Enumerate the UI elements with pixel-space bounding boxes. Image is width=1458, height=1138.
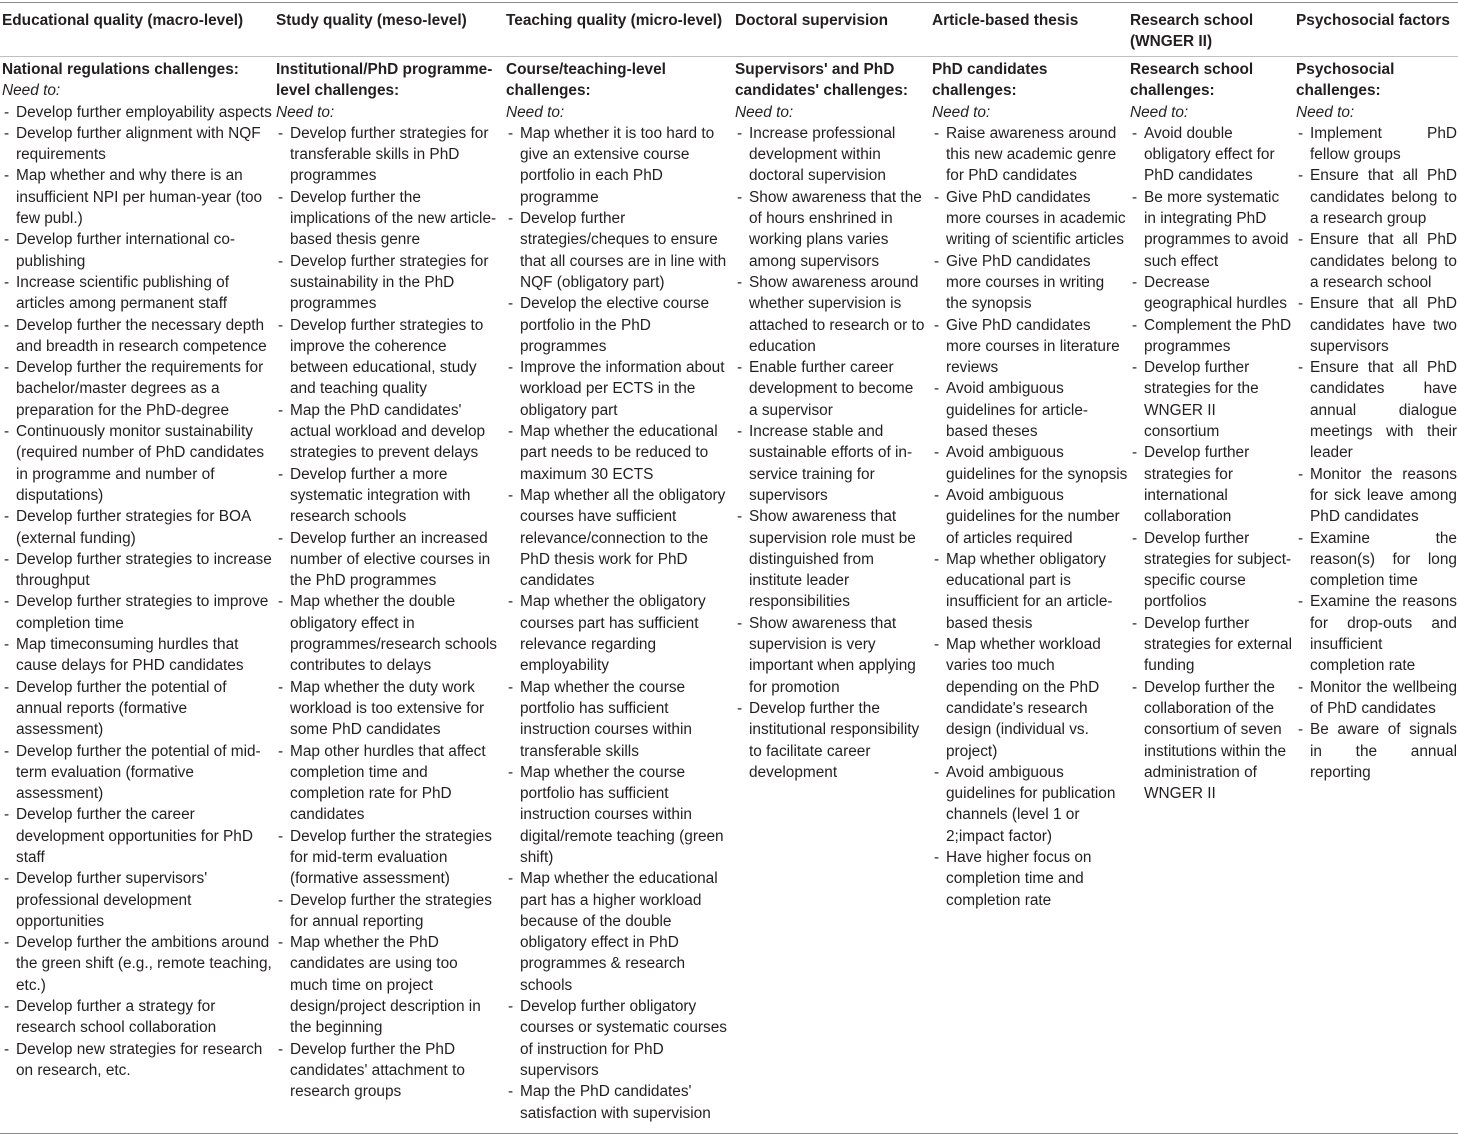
list-item-text: Develop further strategies for sustainability in the PhD programmes [290, 252, 489, 313]
list-item [1130, 187, 1292, 272]
list-item-text: Map whether the obligatory courses part has sufficient relevance regarding employability [520, 593, 706, 675]
bullet-dash: - [508, 870, 514, 888]
list-item [276, 251, 498, 315]
list-item-text: Avoid ambiguous guidelines for the synopsis [946, 444, 1128, 483]
list-item-text: Show awareness around whether supervision is attached to research or to education [749, 273, 925, 355]
list-item-text: Develop further the necessary depth and breadth in research competence [16, 316, 267, 355]
list-item-text: Continuously monitor sustainability (required number of PhD candidates in programme and number of disputations) [16, 423, 265, 504]
bullet-dash: - [1298, 295, 1304, 313]
list-item [932, 762, 1128, 847]
list-item-text: Develop further strategies to increase throughput [16, 550, 272, 590]
list-item-text: Develop further the ambitions around the green shift (e.g., remote teaching, etc.) [16, 934, 272, 994]
bullet-dash: - [508, 359, 514, 377]
bullet-dash: - [508, 1083, 514, 1101]
action-list [1130, 123, 1292, 805]
need-to-label: Need to: [735, 103, 794, 121]
list-item [735, 187, 925, 272]
list-item-text: Improve the information about workload per ECTS in the obligatory part [520, 359, 725, 419]
list-item-text: Develop further supervisors' professional development opportunities [16, 870, 208, 930]
list-item [2, 421, 272, 506]
list-item [1296, 528, 1457, 592]
column-body [1130, 59, 1292, 804]
list-item [1296, 165, 1457, 229]
column-header: Article-based thesis [932, 12, 1079, 29]
list-item [506, 123, 730, 208]
list-item-text: Show awareness that supervision role must be distinguished from institute leader responsibilities [749, 508, 916, 611]
list-item [276, 591, 498, 676]
list-item [276, 464, 498, 528]
list-item [276, 677, 498, 741]
bullet-dash: - [737, 124, 743, 142]
list-item-text: Map whether the educational part has a higher workload because of the double obligatory effect in PhD programmes & research schools [520, 870, 718, 994]
list-item-text: Develop further an increased number of elective courses in the PhD programmes [290, 529, 491, 590]
list-item [506, 485, 730, 591]
bullet-dash: - [1298, 593, 1304, 611]
list-item [932, 847, 1128, 911]
bullet-dash: - [508, 423, 514, 441]
list-item [1130, 272, 1292, 315]
need-to-label: Need to: [276, 103, 335, 121]
list-item-text: Develop further the potential of mid-term evaluation (formative assessment) [16, 742, 261, 803]
list-item [2, 741, 272, 805]
bullet-dash: - [1298, 678, 1304, 696]
challenge-subheading: PhD candidates challenges: [932, 61, 1048, 100]
list-item [506, 208, 730, 293]
list-item-text: Monitor the reasons for sick leave among PhD candidates [1310, 465, 1457, 526]
bullet-dash: - [1132, 614, 1138, 632]
list-item [2, 165, 272, 229]
table-bottom-rule [0, 1133, 1458, 1134]
need-to-label: Need to: [1130, 103, 1189, 121]
list-item [276, 932, 498, 1038]
action-list [932, 123, 1128, 911]
list-item [506, 357, 730, 421]
list-item-text: Develop further employability aspects [16, 103, 272, 121]
list-item-text: Develop new strategies for research on research, etc. [16, 1040, 263, 1079]
bullet-dash: - [934, 252, 940, 270]
bullet-dash: - [508, 763, 514, 781]
list-item-text: Avoid ambiguous guidelines for article-based theses [946, 380, 1089, 441]
bullet-dash: - [1298, 359, 1304, 377]
bullet-dash: - [278, 742, 284, 760]
list-item [2, 315, 272, 358]
bullet-dash: - [737, 699, 743, 717]
need-to-label: Need to: [2, 82, 61, 100]
list-item-text: Map whether the double obligatory effect in programmes/research schools contributes to delays [290, 593, 497, 675]
list-item [1130, 677, 1292, 805]
list-item [2, 1039, 272, 1082]
bullet-dash: - [1132, 678, 1138, 696]
list-item-text: Map whether obligatory educational part is insufficient for an article-based thesis [946, 550, 1113, 632]
list-item-text: Map whether the duty work workload is too extensive for some PhD candidates [290, 678, 485, 739]
list-item [2, 804, 272, 868]
list-item-text: Monitor the wellbeing of PhD candidates [1310, 678, 1457, 717]
bullet-dash: - [508, 295, 514, 313]
list-item [735, 698, 925, 783]
bullet-dash: - [934, 380, 940, 398]
list-item [932, 123, 1128, 187]
list-item [276, 187, 498, 251]
list-item-text: Develop further strategies to improve completion time [16, 593, 269, 632]
bullet-dash: - [278, 678, 284, 696]
list-item [932, 315, 1128, 379]
column-body [2, 59, 272, 1081]
list-item-text: Give PhD candidates more courses in writing the synopsis [946, 252, 1105, 313]
list-item-text: Develop further a strategy for research school collaboration [16, 998, 217, 1037]
bullet-dash: - [737, 423, 743, 441]
list-item-text: Enable further career development to become a supervisor [749, 359, 914, 419]
bullet-dash: - [278, 1040, 284, 1058]
bullet-dash: - [4, 870, 10, 888]
bullet-dash: - [934, 763, 940, 781]
bullet-dash: - [4, 998, 10, 1016]
bullet-dash: - [1298, 721, 1304, 739]
column-educational-quality [2, 0, 272, 1130]
bullet-dash: - [4, 316, 10, 334]
list-item-text: Give PhD candidates more courses in academic writing of scientific articles [946, 188, 1126, 249]
list-item-text: Map whether the course portfolio has sufficient instruction courses within digital/remote teaching (green shift) [520, 763, 724, 866]
list-item [506, 421, 730, 485]
list-item-text: Increase scientific publishing of articles among permanent staff [16, 273, 230, 313]
column-study-quality [276, 0, 498, 1130]
list-item-text: Avoid double obligatory effect for PhD candidates [1144, 124, 1275, 185]
bullet-dash: - [4, 124, 10, 142]
list-item-text: Map whether the PhD candidates are using too much time on project design/project description in the beginning [290, 934, 481, 1037]
list-item [506, 996, 730, 1081]
list-item [2, 102, 272, 123]
column-article-based-thesis [932, 0, 1128, 1130]
bullet-dash: - [4, 508, 10, 526]
bullet-dash: - [4, 934, 10, 952]
action-list [1296, 123, 1457, 783]
list-item-text: Develop further international co-publishing [16, 231, 236, 270]
list-item-text: Map whether the course portfolio has sufficient instruction courses within transferable skills [520, 678, 692, 760]
list-item-text: Show awareness that supervision is very important when applying for promotion [749, 614, 916, 696]
list-item [506, 293, 730, 357]
bullet-dash: - [1298, 465, 1304, 483]
challenge-subheading: National regulations challenges: [2, 61, 239, 78]
list-item-text: Develop further the strategies for mid-term evaluation (formative assessment) [290, 827, 492, 888]
list-item [1296, 229, 1457, 293]
list-item [1130, 613, 1292, 677]
column-header: Doctoral supervision [735, 12, 889, 29]
list-item-text: Increase stable and sustainable efforts of in-service training for supervisors [749, 423, 913, 504]
list-item [1296, 591, 1457, 676]
list-item [932, 485, 1128, 549]
bullet-dash: - [1132, 124, 1138, 142]
challenge-subheading: Psychosocial challenges: [1296, 61, 1395, 100]
bullet-dash: - [4, 636, 10, 654]
list-item [932, 442, 1128, 485]
list-item [1130, 357, 1292, 442]
bullet-dash: - [1132, 529, 1138, 547]
list-item [735, 421, 925, 506]
list-item [735, 357, 925, 421]
list-item-text: Develop further the collaboration of the consortium of seven institutions within the administration of WNGER II [1144, 678, 1287, 803]
column-header: Research school (WNGER II) [1130, 12, 1254, 50]
bullet-dash: - [1132, 273, 1138, 291]
bullet-dash: - [4, 678, 10, 696]
list-item-text: Develop further the strategies for annual reporting [290, 891, 492, 930]
list-item-text: Increase professional development within doctoral supervision [749, 124, 896, 185]
list-item [1296, 293, 1457, 357]
list-item-text: Map other hurdles that affect completion time and completion rate for PhD candidates [290, 742, 486, 824]
list-item [506, 762, 730, 868]
bullet-dash: - [278, 593, 284, 611]
list-item-text: Map whether workload varies too much depending on the PhD candidate's research design (individual vs. project) [946, 636, 1101, 760]
list-item [506, 591, 730, 676]
list-item [2, 677, 272, 741]
bullet-dash: - [737, 188, 743, 206]
list-item [506, 868, 730, 996]
list-item [506, 1081, 730, 1124]
column-header: Study quality (meso-level) [276, 12, 467, 29]
list-item-text: Implement PhD fellow groups [1310, 124, 1457, 164]
action-list [506, 123, 730, 1124]
list-item [2, 868, 272, 932]
challenge-subheading: Supervisors' and PhD candidates' challenges: [735, 61, 909, 100]
list-item-text: Be aware of signals in the annual reporting [1310, 721, 1457, 781]
list-item-text: Develop further strategies for subject-specific course portfolios [1144, 529, 1292, 611]
list-item-text: Avoid ambiguous guidelines for publication channels (level 1 or 2;impact factor) [946, 763, 1116, 845]
list-item-text: Raise awareness around this new academic genre for PhD candidates [946, 124, 1117, 185]
list-item [932, 187, 1128, 251]
bullet-dash: - [4, 103, 10, 121]
list-item-text: Develop further strategies to improve the coherence between educational, study and teaching quality [290, 316, 484, 398]
list-item-text: Map timeconsuming hurdles that cause delays for PHD candidates [16, 636, 244, 675]
list-item [1130, 528, 1292, 613]
bullet-dash: - [278, 465, 284, 483]
list-item [276, 400, 498, 464]
bullet-dash: - [508, 998, 514, 1016]
column-teaching-quality [506, 0, 730, 1130]
challenge-subheading: Research school challenges: [1130, 61, 1254, 100]
bullet-dash: - [278, 934, 284, 952]
bullet-dash: - [508, 486, 514, 504]
bullet-dash: - [1132, 444, 1138, 462]
list-item-text: Ensure that all PhD candidates have annual dialogue meetings with their leader [1310, 359, 1457, 462]
list-item-text: Examine the reasons for drop-outs and insufficient completion rate [1310, 593, 1457, 675]
list-item-text: Map whether all the obligatory courses have sufficient relevance/connection to the PhD thesis work for PhD candidates [520, 486, 726, 590]
list-item-text: Develop further strategies for BOA (external funding) [16, 508, 251, 547]
bullet-dash: - [278, 316, 284, 334]
column-body [1296, 59, 1457, 783]
list-item [2, 932, 272, 996]
list-item-text: Map the PhD candidates' satisfaction with supervision [520, 1083, 711, 1122]
bullet-dash: - [4, 273, 10, 291]
need-to-label: Need to: [506, 103, 565, 121]
bullet-dash: - [1132, 188, 1138, 206]
bullet-dash: - [1132, 359, 1138, 377]
list-item [506, 677, 730, 762]
need-to-label: Need to: [932, 103, 991, 121]
column-body [276, 59, 498, 1103]
list-item [2, 229, 272, 272]
bullet-dash: - [4, 423, 10, 441]
list-item [1296, 677, 1457, 720]
list-item [2, 996, 272, 1039]
list-item [735, 123, 925, 187]
list-item-text: Ensure that all PhD candidates have two supervisors [1310, 295, 1457, 355]
bullet-dash: - [737, 614, 743, 632]
bullet-dash: - [4, 167, 10, 185]
column-header: Teaching quality (micro-level) [506, 12, 723, 29]
challenge-subheading: Institutional/PhD programme-level challenges: [276, 61, 493, 100]
list-item-text: Map whether it is too hard to give an extensive course portfolio in each PhD programme [520, 124, 715, 206]
list-item [1130, 123, 1292, 187]
list-item-text: Develop further strategies for external funding [1144, 614, 1292, 675]
column-doctoral-supervision [735, 0, 925, 1130]
bullet-dash: - [4, 359, 10, 377]
bullet-dash: - [4, 742, 10, 760]
action-list [2, 102, 272, 1082]
bullet-dash: - [4, 806, 10, 824]
list-item-text: Avoid ambiguous guidelines for the number of articles required [946, 486, 1120, 547]
list-item [276, 741, 498, 826]
bullet-dash: - [934, 124, 940, 142]
list-item-text: Develop further strategies for transferable skills in PhD programmes [290, 124, 489, 185]
bullet-dash: - [508, 593, 514, 611]
bullet-dash: - [4, 550, 10, 568]
list-item [2, 123, 272, 166]
list-item [735, 272, 925, 357]
list-item [735, 613, 925, 698]
list-item-text: Ensure that all PhD candidates belong to a research school [1310, 231, 1457, 291]
bullet-dash: - [934, 444, 940, 462]
bullet-dash: - [934, 188, 940, 206]
list-item-text: Give PhD candidates more courses in literature reviews [946, 316, 1120, 377]
list-item [276, 1039, 498, 1103]
bullet-dash: - [4, 593, 10, 611]
bullet-dash: - [934, 486, 940, 504]
column-body [932, 59, 1128, 911]
bullet-dash: - [278, 401, 284, 419]
column-header: Educational quality (macro-level) [2, 12, 244, 29]
list-item-text: Be more systematic in integrating PhD programmes to avoid such effect [1144, 188, 1289, 270]
bullet-dash: - [934, 316, 940, 334]
column-research-school [1130, 0, 1292, 1130]
bullet-dash: - [4, 1040, 10, 1058]
list-item-text: Develop further strategies/cheques to ensure that all courses are in line with NQF (obligatory part) [520, 210, 727, 291]
list-item-text: Develop further obligatory courses or systematic courses of instruction for PhD supervisors [520, 998, 727, 1079]
list-item-text: Develop further strategies for international collaboration [1144, 444, 1250, 526]
challenge-subheading: Course/teaching-level challenges: [506, 61, 666, 100]
list-item [1296, 357, 1457, 463]
list-item-text: Develop further the requirements for bachelor/master degrees as a preparation for the PhD-degree [16, 359, 264, 419]
bullet-dash: - [278, 891, 284, 909]
bullet-dash: - [737, 273, 743, 291]
column-body [506, 59, 730, 1124]
action-list [735, 123, 925, 783]
need-to-label: Need to: [1296, 103, 1355, 121]
list-item-text: Map the PhD candidates' actual workload and develop strategies to prevent delays [290, 401, 486, 462]
list-item [2, 549, 272, 592]
list-item [276, 315, 498, 400]
bullet-dash: - [278, 188, 284, 206]
list-item [1296, 464, 1457, 528]
list-item-text: Develop the elective course portfolio in the PhD programmes [520, 295, 710, 355]
bullet-dash: - [4, 231, 10, 249]
bullet-dash: - [508, 678, 514, 696]
bullet-dash: - [1298, 167, 1304, 185]
list-item-text: Develop further the implications of the new article-based thesis genre [290, 188, 497, 249]
list-item-text: Have higher focus on completion time and completion rate [946, 848, 1092, 909]
list-item-text: Develop further the PhD candidates' attachment to research groups [290, 1040, 465, 1101]
bullet-dash: - [934, 848, 940, 866]
bullet-dash: - [934, 550, 940, 568]
bullet-dash: - [278, 529, 284, 547]
list-item [2, 506, 272, 549]
bullet-dash: - [737, 359, 743, 377]
bullet-dash: - [737, 508, 743, 526]
list-item [276, 528, 498, 592]
list-item-text: Complement the PhD programmes [1144, 316, 1292, 355]
list-item-text: Map whether and why there is an insufficient NPI per human-year (too few publ.) [16, 167, 263, 228]
bullet-dash: - [508, 124, 514, 142]
column-psychosocial-factors [1296, 0, 1457, 1130]
list-item [932, 378, 1128, 442]
list-item-text: Examine the reason(s) for long completion time [1310, 529, 1457, 590]
list-item-text: Develop further the career development opportunities for PhD staff [16, 806, 253, 866]
list-item [2, 357, 272, 421]
list-item-text: Develop further strategies for the WNGER II consortium [1144, 359, 1259, 441]
list-item-text: Map whether the educational part needs to be reduced to maximum 30 ECTS [520, 423, 718, 483]
action-list [276, 123, 498, 1103]
list-item-text: Show awareness that the of hours enshrined in working plans varies among supervisors [749, 188, 922, 270]
bullet-dash: - [508, 210, 514, 228]
list-item [1130, 315, 1292, 358]
list-item [2, 634, 272, 677]
list-item [276, 890, 498, 933]
list-item-text: Decrease geographical hurdles [1144, 273, 1287, 313]
list-item-text: Develop further a more systematic integration with research schools [290, 465, 471, 526]
bullet-dash: - [278, 124, 284, 142]
list-item [932, 251, 1128, 315]
list-item [276, 123, 498, 187]
bullet-dash: - [278, 252, 284, 270]
list-item [2, 591, 272, 634]
list-item-text: Ensure that all PhD candidates belong to a research group [1310, 167, 1457, 228]
list-item [1296, 123, 1457, 166]
bullet-dash: - [1298, 124, 1304, 142]
list-item [276, 826, 498, 890]
list-item [1296, 719, 1457, 783]
bullet-dash: - [1298, 529, 1304, 547]
list-item [735, 506, 925, 612]
bullet-dash: - [278, 827, 284, 845]
list-item-text: Develop further alignment with NQF requirements [16, 124, 261, 164]
list-item [2, 272, 272, 315]
list-item-text: Develop further the institutional responsibility to facilitate career development [749, 699, 920, 781]
list-item-text: Develop further the potential of annual reports (formative assessment) [16, 678, 227, 739]
bullet-dash: - [1132, 316, 1138, 334]
bullet-dash: - [1298, 231, 1304, 249]
column-header: Psychosocial factors [1296, 12, 1450, 29]
list-item [932, 549, 1128, 634]
bullet-dash: - [934, 636, 940, 654]
list-item [932, 634, 1128, 762]
list-item [1130, 442, 1292, 527]
column-body [735, 59, 925, 783]
